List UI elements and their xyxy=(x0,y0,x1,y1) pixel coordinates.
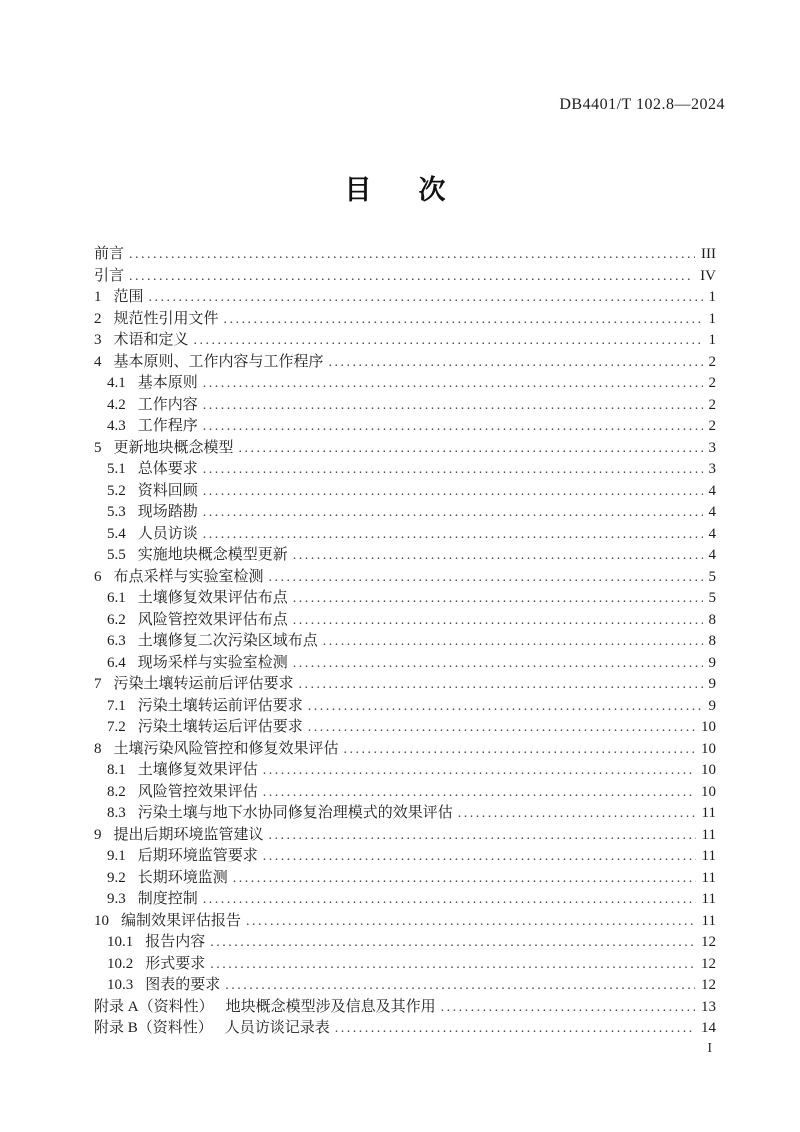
dot-leader xyxy=(441,997,695,1019)
dot-leader xyxy=(263,782,695,804)
toc-entry-title: 实施地块概念模型更新 xyxy=(137,547,288,563)
toc-entry xyxy=(94,481,716,503)
toc-entry-title: 后期环境监管要求 xyxy=(137,848,258,864)
toc-entry xyxy=(94,932,716,954)
toc-entry-title: 污染土壤转运前评估要求 xyxy=(137,697,303,714)
toc-entry-page: 14 xyxy=(701,1020,716,1036)
dot-leader xyxy=(203,459,703,481)
dot-leader xyxy=(293,545,703,567)
toc-entry-page: 8 xyxy=(708,611,716,628)
toc-entry-page: 10 xyxy=(701,719,716,735)
toc-entry-title: 引言 xyxy=(94,267,125,284)
toc-entry-title: 污染土壤转运前后评估要求 xyxy=(113,676,294,692)
toc-entry xyxy=(94,545,716,567)
toc-entry-number: 9 xyxy=(94,826,102,843)
toc-entry-page: 10 xyxy=(701,740,716,757)
toc-entry-page: 4 xyxy=(708,504,716,520)
toc-entry xyxy=(94,373,716,395)
toc-entry-page: 1 xyxy=(708,332,716,348)
toc-entry-title: 术语和定义 xyxy=(113,332,189,348)
dot-leader xyxy=(269,825,696,847)
toc-entry xyxy=(94,352,716,374)
toc-entry-title: 地块概念模型涉及信息及其作用 xyxy=(225,998,436,1015)
toc-entry-number: 6 xyxy=(94,568,102,585)
dot-leader xyxy=(203,524,703,546)
toc-entry-page: 13 xyxy=(701,998,716,1015)
toc-entry-number: 10 xyxy=(94,912,109,929)
dot-leader xyxy=(210,954,695,976)
toc-entry-number: 8.1 xyxy=(107,762,126,778)
toc-entry-number: 附录 B（资料性） xyxy=(94,1020,213,1036)
toc-entry xyxy=(94,954,716,976)
toc-entry-title: 风险管控效果评估 xyxy=(137,783,258,800)
toc-entry-title: 布点采样与实验室检测 xyxy=(113,568,264,585)
toc-entry-page: 2 xyxy=(708,375,716,391)
toc-entry xyxy=(94,244,716,266)
toc-entry-page: 9 xyxy=(708,676,716,692)
toc-entry-title: 规范性引用文件 xyxy=(113,310,219,327)
toc-entry-number: 4.1 xyxy=(107,375,126,391)
toc-entry xyxy=(94,395,716,417)
dot-leader xyxy=(329,352,703,374)
document-header xyxy=(559,96,725,114)
toc-entry-number: 8.3 xyxy=(107,805,126,821)
toc-entry-title: 范围 xyxy=(113,289,144,305)
toc-entry-page: 1 xyxy=(708,289,716,305)
toc-entry xyxy=(94,717,716,739)
toc-entry-title: 基本原则、工作内容与工作程序 xyxy=(113,353,324,370)
toc-entry-title: 提出后期环境监管建议 xyxy=(113,826,264,843)
dot-leader xyxy=(203,373,703,395)
toc-entry xyxy=(94,911,716,933)
toc-entry xyxy=(94,524,716,546)
toc-entry-number: 1 xyxy=(94,289,102,305)
toc-entry-page: 11 xyxy=(701,869,716,886)
toc-entry-title: 前言 xyxy=(94,246,125,262)
toc-entry-number: 6.4 xyxy=(107,654,126,671)
dot-leader xyxy=(194,330,703,352)
toc-entry-title: 污染土壤转运后评估要求 xyxy=(137,719,303,735)
toc-entry-page: III xyxy=(701,246,716,262)
toc-entry-number: 5 xyxy=(94,439,102,456)
toc-entry-title: 现场踏勘 xyxy=(137,504,198,520)
dot-leader xyxy=(203,502,703,524)
toc-entry xyxy=(94,287,716,309)
toc-entry-page: 4 xyxy=(708,525,716,542)
toc-entry xyxy=(94,674,716,696)
toc-entry xyxy=(94,975,716,997)
toc-entry-title: 基本原则 xyxy=(137,375,198,391)
toc-entry xyxy=(94,309,716,331)
toc-entry-page: 12 xyxy=(701,934,716,950)
toc-entry-number: 4 xyxy=(94,353,102,370)
toc-entry-title: 制度控制 xyxy=(137,891,198,907)
toc-entry-title: 编制效果评估报告 xyxy=(121,912,242,929)
dot-leader xyxy=(335,1018,695,1040)
toc-entry-title: 现场采样与实验室检测 xyxy=(137,654,288,671)
dot-leader xyxy=(203,395,703,417)
dot-leader xyxy=(225,975,695,997)
dot-leader xyxy=(323,631,703,653)
toc-entry-page: 9 xyxy=(708,697,716,714)
toc-entry xyxy=(94,696,716,718)
toc-entry-number: 8 xyxy=(94,740,102,757)
dot-leader xyxy=(233,868,696,890)
toc-entry-page: 4 xyxy=(708,482,716,499)
toc-entry-title: 风险管控效果评估布点 xyxy=(137,611,288,628)
toc-entry xyxy=(94,631,716,653)
dot-leader xyxy=(203,416,703,438)
dot-leader xyxy=(203,481,703,503)
toc-entry-number: 7.2 xyxy=(107,719,126,735)
toc-entry-page: IV xyxy=(700,267,716,284)
toc-entry-title: 人员访谈 xyxy=(137,525,198,542)
toc-entry-page: 2 xyxy=(708,418,716,434)
toc-entry-number: 5.1 xyxy=(107,461,126,477)
toc-entry xyxy=(94,803,716,825)
toc-entry xyxy=(94,825,716,847)
toc-entry-number: 5.3 xyxy=(107,504,126,520)
toc-entry-number: 4.2 xyxy=(107,396,126,413)
toc-entry-number: 5.2 xyxy=(107,482,126,499)
toc-entry-page: 5 xyxy=(708,568,716,585)
toc-entry-page: 11 xyxy=(701,912,716,929)
toc-entry-page: 9 xyxy=(708,654,716,671)
toc-entry xyxy=(94,459,716,481)
toc-entry-number: 4.3 xyxy=(107,418,126,434)
dot-leader xyxy=(129,266,694,288)
dot-leader xyxy=(203,889,696,911)
toc-entry-number: 9.2 xyxy=(107,869,126,886)
dot-leader xyxy=(344,739,695,761)
toc-entry-title: 工作内容 xyxy=(137,396,198,413)
toc-list xyxy=(94,244,716,1040)
page-number: I xyxy=(707,1041,712,1056)
toc-entry xyxy=(94,868,716,890)
toc-entry-number: 6.1 xyxy=(107,590,126,606)
toc-entry xyxy=(94,760,716,782)
toc-entry-number: 8.2 xyxy=(107,783,126,800)
toc-entry-page: 4 xyxy=(708,547,716,563)
dot-leader xyxy=(293,610,703,632)
toc-entry xyxy=(94,782,716,804)
toc-entry xyxy=(94,889,716,911)
toc-entry-number: 10.2 xyxy=(107,955,134,972)
toc-entry-number: 7.1 xyxy=(107,697,126,714)
toc-entry-number: 9.3 xyxy=(107,891,126,907)
dot-leader xyxy=(239,438,703,460)
toc-entry-page: 2 xyxy=(708,353,716,370)
toc-entry-number: 5.4 xyxy=(107,525,126,542)
toc-entry-page: 12 xyxy=(701,955,716,972)
dot-leader xyxy=(246,911,696,933)
toc-entry-title: 长期环境监测 xyxy=(137,869,228,886)
toc-entry-title: 人员访谈记录表 xyxy=(224,1020,330,1036)
toc-entry xyxy=(94,997,716,1019)
toc-entry xyxy=(94,567,716,589)
page-title: 目 次 xyxy=(344,175,456,205)
toc-entry-title: 土壤修复效果评估 xyxy=(137,762,258,778)
doc-code: DB4401/T 102.8—2024 xyxy=(559,96,725,113)
toc-entry-title: 总体要求 xyxy=(137,461,198,477)
dot-leader xyxy=(308,696,703,718)
toc-entry-number: 3 xyxy=(94,332,102,348)
toc-entry-title: 土壤污染风险管控和修复效果评估 xyxy=(113,740,339,757)
toc-entry-number: 附录 A（资料性） xyxy=(94,998,214,1015)
toc-entry xyxy=(94,610,716,632)
dot-leader xyxy=(269,567,703,589)
toc-entry xyxy=(94,846,716,868)
dot-leader xyxy=(293,588,703,610)
toc-entry xyxy=(94,330,716,352)
toc-entry-title: 图表的要求 xyxy=(145,977,221,993)
dot-leader xyxy=(224,309,703,331)
dot-leader xyxy=(263,846,696,868)
toc-entry-page: 3 xyxy=(708,461,716,477)
toc-entry-page: 12 xyxy=(701,977,716,993)
toc-entry-title: 资料回顾 xyxy=(137,482,198,499)
dot-leader xyxy=(210,932,695,954)
toc-entry xyxy=(94,266,716,288)
dot-leader xyxy=(299,674,703,696)
toc-entry-page: 1 xyxy=(708,310,716,327)
toc-entry-page: 11 xyxy=(701,848,716,864)
dot-leader xyxy=(308,717,695,739)
toc-entry-title: 土壤修复效果评估布点 xyxy=(137,590,288,606)
toc-entry-page: 11 xyxy=(701,826,716,843)
toc-entry xyxy=(94,653,716,675)
toc-entry-number: 6.2 xyxy=(107,611,126,628)
toc-entry-page: 3 xyxy=(708,439,716,456)
toc-entry-page: 11 xyxy=(701,805,716,821)
toc-entry-number: 5.5 xyxy=(107,547,126,563)
toc-entry xyxy=(94,739,716,761)
toc-entry xyxy=(94,1018,716,1040)
toc-entry-number: 2 xyxy=(94,310,102,327)
dot-leader xyxy=(129,244,695,266)
dot-leader xyxy=(149,287,703,309)
toc-entry xyxy=(94,588,716,610)
toc-entry-title: 报告内容 xyxy=(145,934,206,950)
toc-entry xyxy=(94,438,716,460)
toc-entry-page: 2 xyxy=(708,396,716,413)
toc-entry-number: 10.3 xyxy=(107,977,134,993)
toc-entry-page: 10 xyxy=(701,762,716,778)
toc-entry xyxy=(94,416,716,438)
toc-entry-number: 9.1 xyxy=(107,848,126,864)
toc-entry-number: 10.1 xyxy=(107,934,134,950)
toc-entry-title: 形式要求 xyxy=(145,955,206,972)
dot-leader xyxy=(458,803,696,825)
dot-leader xyxy=(263,760,695,782)
toc-entry-title: 工作程序 xyxy=(137,418,198,434)
toc-entry-page: 11 xyxy=(701,891,716,907)
toc-entry-number: 6.3 xyxy=(107,633,126,649)
toc-entry-number: 7 xyxy=(94,676,102,692)
toc-entry xyxy=(94,502,716,524)
toc-entry-page: 8 xyxy=(708,633,716,649)
toc-entry-page: 5 xyxy=(708,590,716,606)
toc-entry-title: 污染土壤与地下水协同修复治理模式的效果评估 xyxy=(137,805,453,821)
toc-entry-title: 土壤修复二次污染区域布点 xyxy=(137,633,318,649)
toc-entry-page: 10 xyxy=(701,783,716,800)
toc-entry-title: 更新地块概念模型 xyxy=(113,439,234,456)
dot-leader xyxy=(293,653,703,675)
page-footer xyxy=(707,1041,712,1057)
